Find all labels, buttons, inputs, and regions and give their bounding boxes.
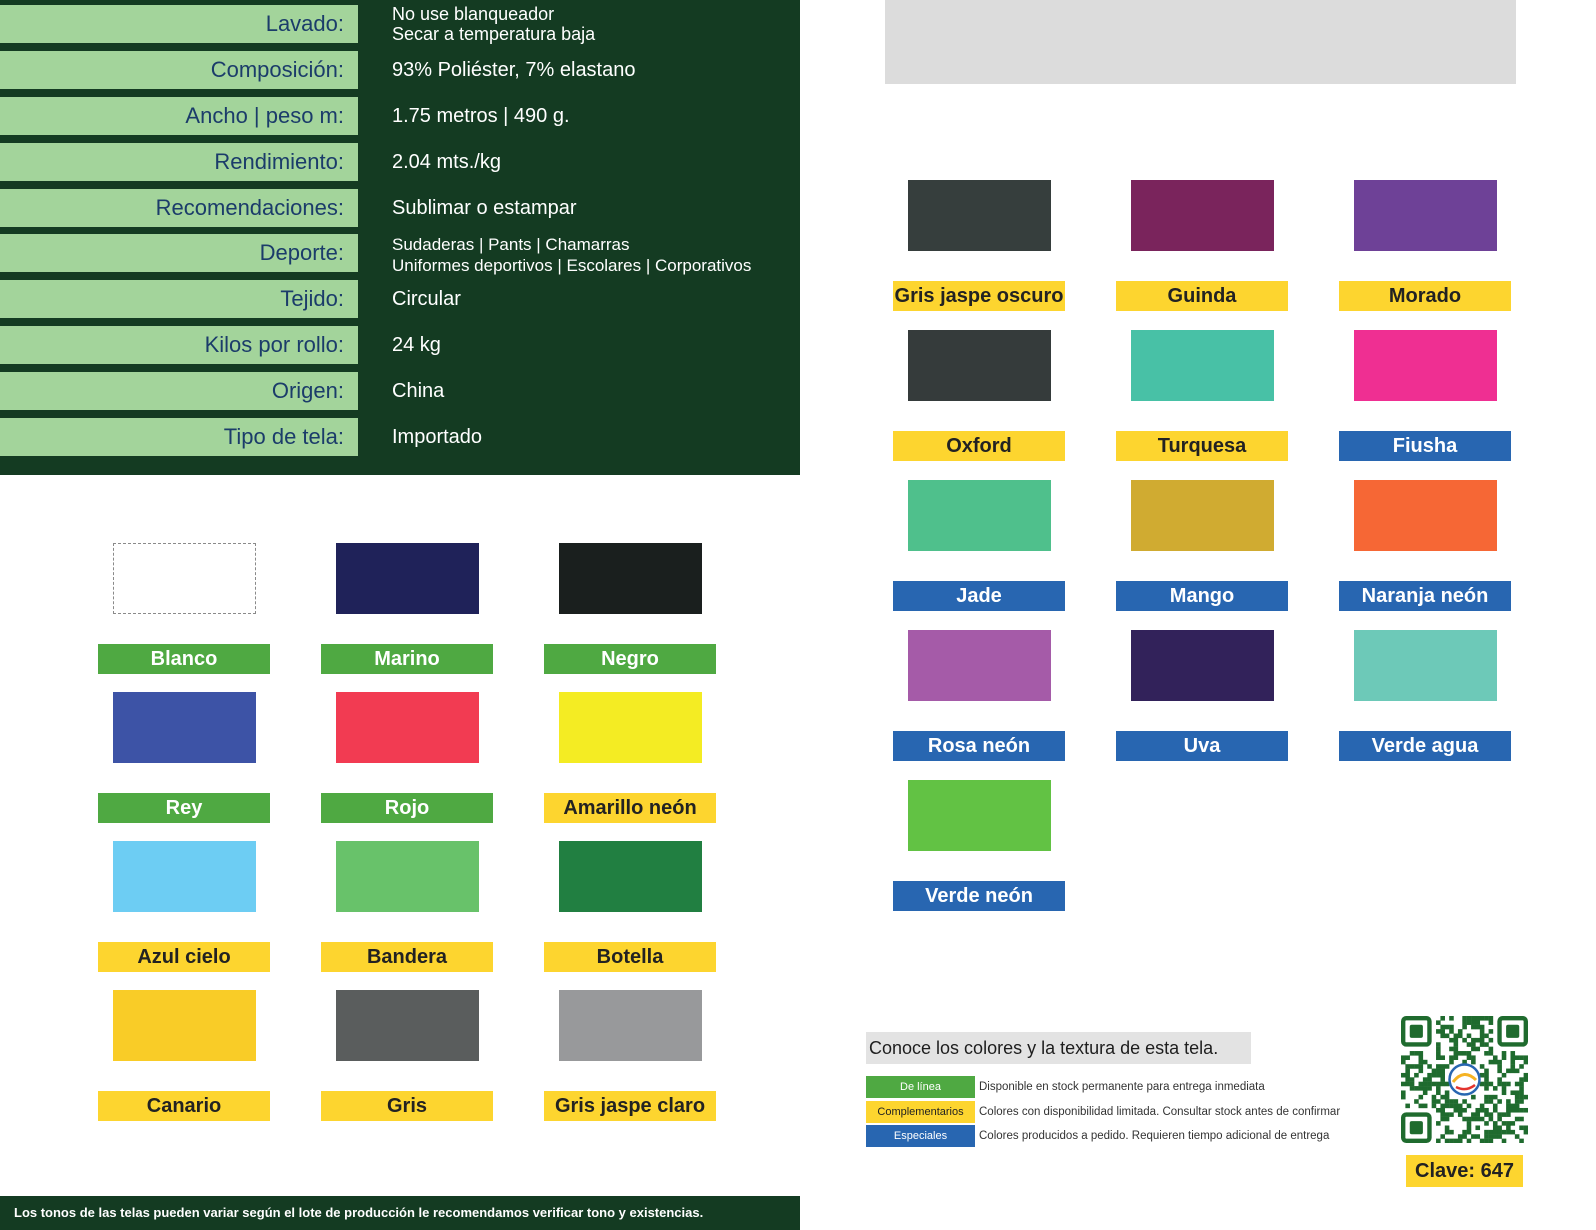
color-swatch[interactable]: [1131, 630, 1274, 701]
color-swatch[interactable]: [1131, 330, 1274, 401]
color-name-label: Azul cielo: [98, 942, 270, 972]
color-swatch-item[interactable]: [1339, 180, 1511, 316]
color-swatch[interactable]: [1354, 180, 1497, 251]
color-swatch-item[interactable]: [893, 180, 1065, 316]
color-name-label: Oxford: [893, 431, 1065, 461]
color-swatch[interactable]: [908, 480, 1051, 551]
spec-value: [392, 234, 800, 275]
spec-value: [392, 326, 800, 364]
color-swatch-item[interactable]: [98, 990, 270, 1126]
color-name-label: Morado: [1339, 281, 1511, 311]
color-name-label: Uva: [1116, 731, 1288, 761]
color-name-label: Negro: [544, 644, 716, 674]
spec-row: [0, 418, 800, 456]
spec-row: [0, 189, 800, 227]
spec-value: [392, 143, 800, 181]
spec-label: Lavado:: [0, 5, 358, 43]
color-name-label: Botella: [544, 942, 716, 972]
color-name-label: Amarillo neón: [544, 793, 716, 823]
legend-desc: Colores producidos a pedido. Requieren tiempo adicional de entrega: [979, 1130, 1330, 1142]
spec-label: Rendimiento:: [0, 143, 358, 181]
color-name-label: Verde neón: [893, 881, 1065, 911]
color-swatch-item[interactable]: [321, 990, 493, 1126]
color-name-label: Naranja neón: [1339, 581, 1511, 611]
legend-row: [866, 1125, 1386, 1147]
color-name-label: Blanco: [98, 644, 270, 674]
color-swatch[interactable]: [113, 692, 256, 763]
color-name-label: Fiusha: [1339, 431, 1511, 461]
fabric-image-placeholder: [885, 0, 1516, 84]
color-swatch[interactable]: [908, 630, 1051, 701]
spec-row: [0, 280, 800, 318]
color-swatch-item[interactable]: [98, 543, 270, 679]
disclaimer: Los tonos de las telas pueden variar según el lote de producción le recomendamos verificar tono y existencias.: [0, 1196, 800, 1230]
spec-value: [392, 189, 800, 227]
legend-tag: Especiales: [866, 1125, 975, 1147]
color-swatch-item[interactable]: [893, 480, 1065, 616]
color-swatch[interactable]: [336, 841, 479, 912]
color-name-label: Jade: [893, 581, 1065, 611]
spec-row: [0, 326, 800, 364]
color-swatch-item[interactable]: [1116, 630, 1288, 766]
color-swatch[interactable]: [336, 543, 479, 614]
legend-tag: Complementarios: [866, 1101, 975, 1123]
color-swatch-item[interactable]: [544, 692, 716, 828]
spec-value-line: 1.75 metros | 490 g.: [392, 105, 570, 127]
color-name-label: Marino: [321, 644, 493, 674]
spec-value-line: Sublimar o estampar: [392, 197, 577, 219]
color-swatch-item[interactable]: [1339, 480, 1511, 616]
color-name-label: Turquesa: [1116, 431, 1288, 461]
color-swatch[interactable]: [559, 543, 702, 614]
spec-row: [0, 143, 800, 181]
color-swatch-item[interactable]: [544, 543, 716, 679]
color-name-label: Canario: [98, 1091, 270, 1121]
spec-row: [0, 97, 800, 135]
clave-badge: Clave: 647: [1406, 1155, 1523, 1187]
color-swatch[interactable]: [559, 990, 702, 1061]
color-name-label: Gris jaspe claro: [544, 1091, 716, 1121]
color-name-label: Verde agua: [1339, 731, 1511, 761]
color-swatch-item[interactable]: [98, 692, 270, 828]
spec-label: Kilos por rollo:: [0, 326, 358, 364]
spec-value-line: Uniformes deportivos | Escolares | Corporativos: [392, 256, 752, 275]
spec-row: [0, 372, 800, 410]
color-swatch[interactable]: [1354, 630, 1497, 701]
color-swatch-item[interactable]: [1116, 330, 1288, 466]
color-swatch[interactable]: [336, 692, 479, 763]
color-swatch-item[interactable]: [321, 543, 493, 679]
legend-desc: Colores con disponibilidad limitada. Consultar stock antes de confirmar: [979, 1106, 1341, 1118]
color-swatch[interactable]: [908, 330, 1051, 401]
spec-value-line: 2.04 mts./kg: [392, 151, 501, 173]
spec-value-line: Circular: [392, 288, 461, 310]
color-name-label: Gris: [321, 1091, 493, 1121]
spec-label: Tejido:: [0, 280, 358, 318]
color-swatch-item[interactable]: [544, 841, 716, 977]
color-name-label: Bandera: [321, 942, 493, 972]
color-swatch-item[interactable]: [1339, 330, 1511, 466]
color-swatch-item[interactable]: [544, 990, 716, 1126]
color-swatch-item[interactable]: [893, 330, 1065, 466]
color-swatch[interactable]: [1354, 480, 1497, 551]
spec-value: [392, 280, 800, 318]
color-swatch[interactable]: [1354, 330, 1497, 401]
spec-label: Ancho | peso m:: [0, 97, 358, 135]
color-swatch-item[interactable]: [1116, 180, 1288, 316]
color-swatch[interactable]: [113, 543, 256, 614]
legend-desc: Disponible en stock permanente para entrega inmediata: [979, 1081, 1265, 1093]
color-name-label: Rey: [98, 793, 270, 823]
spec-label: Origen:: [0, 372, 358, 410]
color-swatch[interactable]: [113, 841, 256, 912]
color-swatch-item[interactable]: [1339, 630, 1511, 766]
spec-label: Composición:: [0, 51, 358, 89]
qr-code-icon[interactable]: [1401, 1016, 1528, 1143]
spec-row: [0, 51, 800, 89]
spec-value-line: Sudaderas | Pants | Chamarras: [392, 235, 630, 254]
legend-tag: De línea: [866, 1076, 975, 1098]
color-swatch[interactable]: [1131, 480, 1274, 551]
color-swatch-item[interactable]: [893, 780, 1065, 916]
spec-value: [392, 418, 800, 456]
color-swatch[interactable]: [559, 692, 702, 763]
spec-value-line: Importado: [392, 426, 483, 448]
color-swatch[interactable]: [908, 780, 1051, 851]
legend-row: [866, 1101, 1386, 1123]
color-swatch-item[interactable]: [1116, 480, 1288, 616]
color-swatch-item[interactable]: [893, 630, 1065, 766]
color-name-label: Mango: [1116, 581, 1288, 611]
spec-panel: [0, 0, 800, 475]
spec-label: Tipo de tela:: [0, 418, 358, 456]
spec-value: [392, 51, 800, 89]
color-swatch[interactable]: [113, 990, 256, 1061]
legend-row: [866, 1076, 1386, 1098]
color-swatch-item[interactable]: [98, 841, 270, 977]
spec-value-line: China: [392, 380, 445, 402]
spec-value: [392, 4, 800, 42]
color-name-label: Guinda: [1116, 281, 1288, 311]
color-name-label: Rojo: [321, 793, 493, 823]
color-swatch-item[interactable]: [321, 841, 493, 977]
spec-value-line: No use blanqueador: [392, 4, 555, 24]
spec-label: Deporte:: [0, 234, 358, 272]
color-swatch[interactable]: [559, 841, 702, 912]
spec-value-line: 24 kg: [392, 334, 441, 356]
color-swatch[interactable]: [336, 990, 479, 1061]
spec-row: [0, 234, 800, 275]
spec-value-line: Secar a temperatura baja: [392, 24, 596, 44]
spec-label: Recomendaciones:: [0, 189, 358, 227]
spec-row: [0, 5, 800, 43]
color-name-label: Gris jaspe oscuro: [893, 281, 1065, 311]
spec-value: [392, 372, 800, 410]
color-swatch[interactable]: [1131, 180, 1274, 251]
color-swatch[interactable]: [908, 180, 1051, 251]
color-swatch-item[interactable]: [321, 692, 493, 828]
spec-value: [392, 97, 800, 135]
spec-value-line: 93% Poliéster, 7% elastano: [392, 59, 636, 81]
color-name-label: Rosa neón: [893, 731, 1065, 761]
legend-title: Conoce los colores y la textura de esta tela.: [866, 1032, 1251, 1064]
